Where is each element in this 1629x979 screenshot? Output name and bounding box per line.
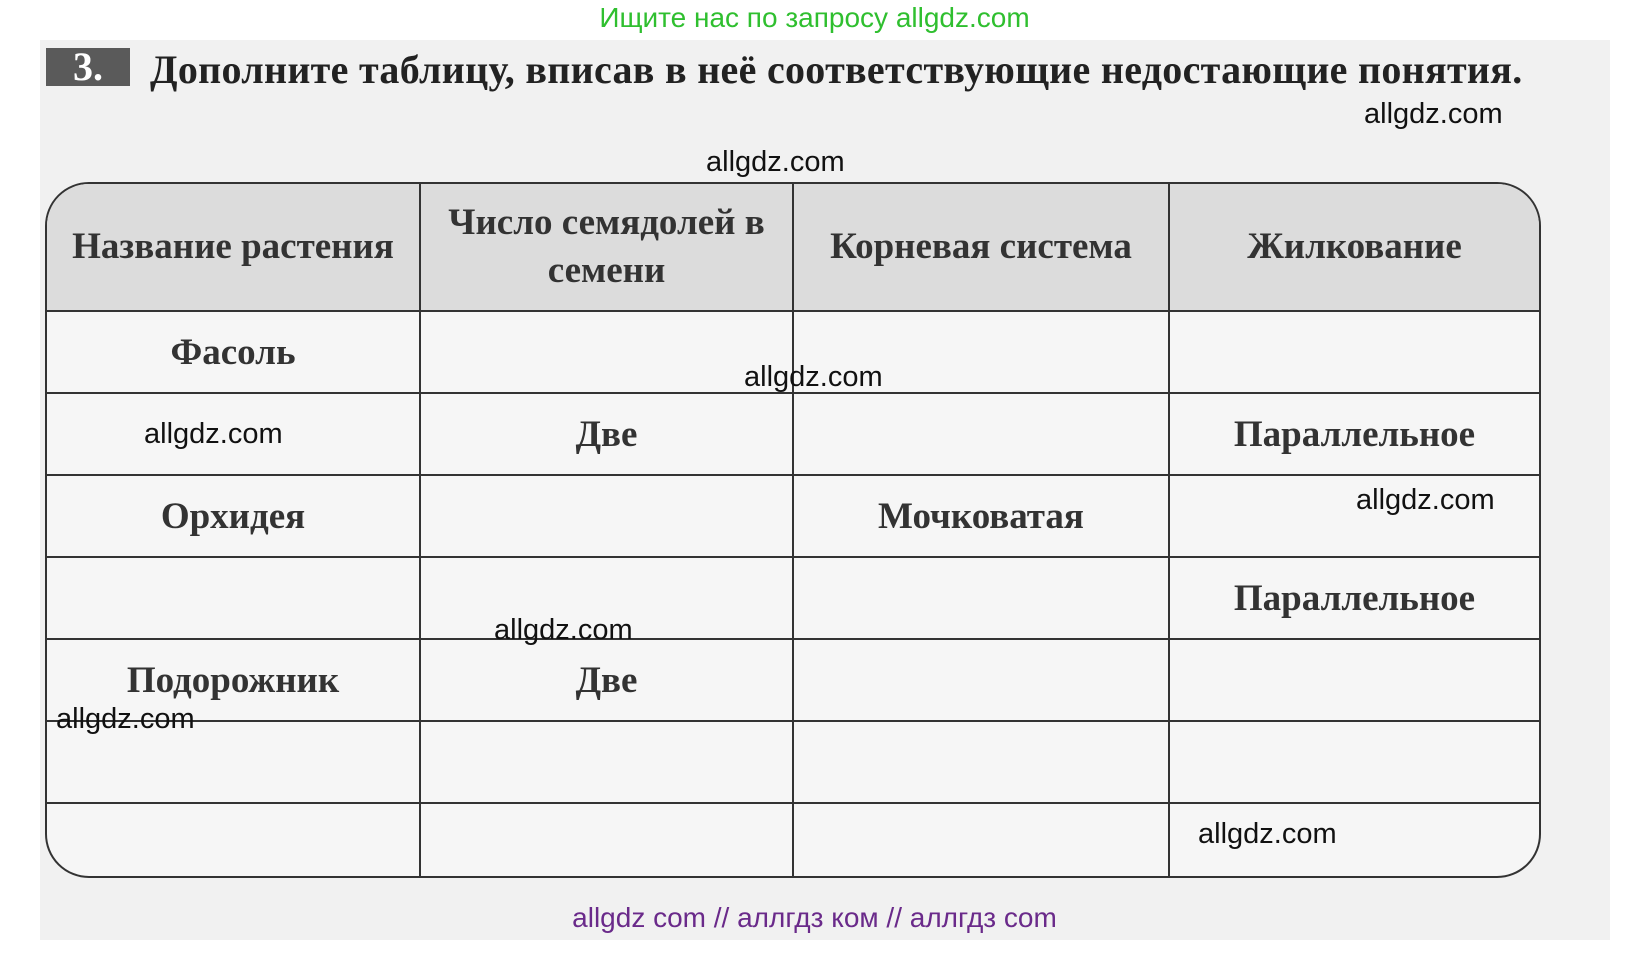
table-cell[interactable] (420, 311, 793, 393)
table-header-row (47, 184, 1539, 311)
table-cell[interactable] (420, 475, 793, 557)
watermark: allgdz.com (144, 418, 283, 450)
header-cotyledons: Число семядолей в семени (420, 184, 793, 311)
table-cell[interactable] (793, 639, 1169, 721)
header-root-system: Корневая система (793, 184, 1169, 311)
table-cell[interactable] (793, 803, 1169, 878)
table-cell[interactable]: Мочковатая (793, 475, 1169, 557)
table-row (47, 557, 1539, 639)
task-number-badge: 3. (46, 48, 130, 86)
table-cell[interactable] (1169, 311, 1539, 393)
plant-table-frame (45, 182, 1541, 878)
footer-watermark: allgdz com // аллгдз ком // аллгдз com (572, 902, 1057, 933)
watermark: allgdz.com (706, 146, 845, 178)
table-row (47, 475, 1539, 557)
watermark: allgdz.com (1198, 818, 1337, 850)
table-cell[interactable]: Две (420, 639, 793, 721)
table-cell[interactable] (1169, 721, 1539, 803)
table-cell[interactable] (47, 557, 420, 639)
table-cell[interactable] (793, 393, 1169, 475)
table-cell[interactable] (420, 721, 793, 803)
table-cell[interactable] (793, 557, 1169, 639)
watermark: allgdz.com (494, 614, 633, 646)
table-cell[interactable]: Две (420, 393, 793, 475)
header-plant-name: Название растения (47, 184, 420, 311)
table-cell[interactable]: Параллельное (1169, 393, 1539, 475)
plant-table (47, 184, 1539, 878)
table-row (47, 639, 1539, 721)
header-venation: Жилкование (1169, 184, 1539, 311)
top-banner: Ищите нас по запросу allgdz.com (599, 2, 1030, 33)
table-cell[interactable]: Орхидея (47, 475, 420, 557)
table-cell[interactable] (1169, 639, 1539, 721)
table-cell[interactable] (793, 721, 1169, 803)
table-cell[interactable]: Подорожник (47, 639, 420, 721)
table-cell[interactable]: Фасоль (47, 311, 420, 393)
table-row (47, 721, 1539, 803)
watermark: allgdz.com (744, 361, 883, 393)
table-cell[interactable] (47, 803, 420, 878)
table-cell[interactable] (420, 803, 793, 878)
table-cell[interactable]: Параллельное (1169, 557, 1539, 639)
watermark: allgdz.com (1356, 484, 1495, 516)
watermark: allgdz.com (1364, 98, 1503, 130)
task-instruction: Дополните таблицу, вписав в неё соответствующие недостающие понятия. (150, 47, 1523, 92)
watermark: allgdz.com (56, 703, 195, 735)
